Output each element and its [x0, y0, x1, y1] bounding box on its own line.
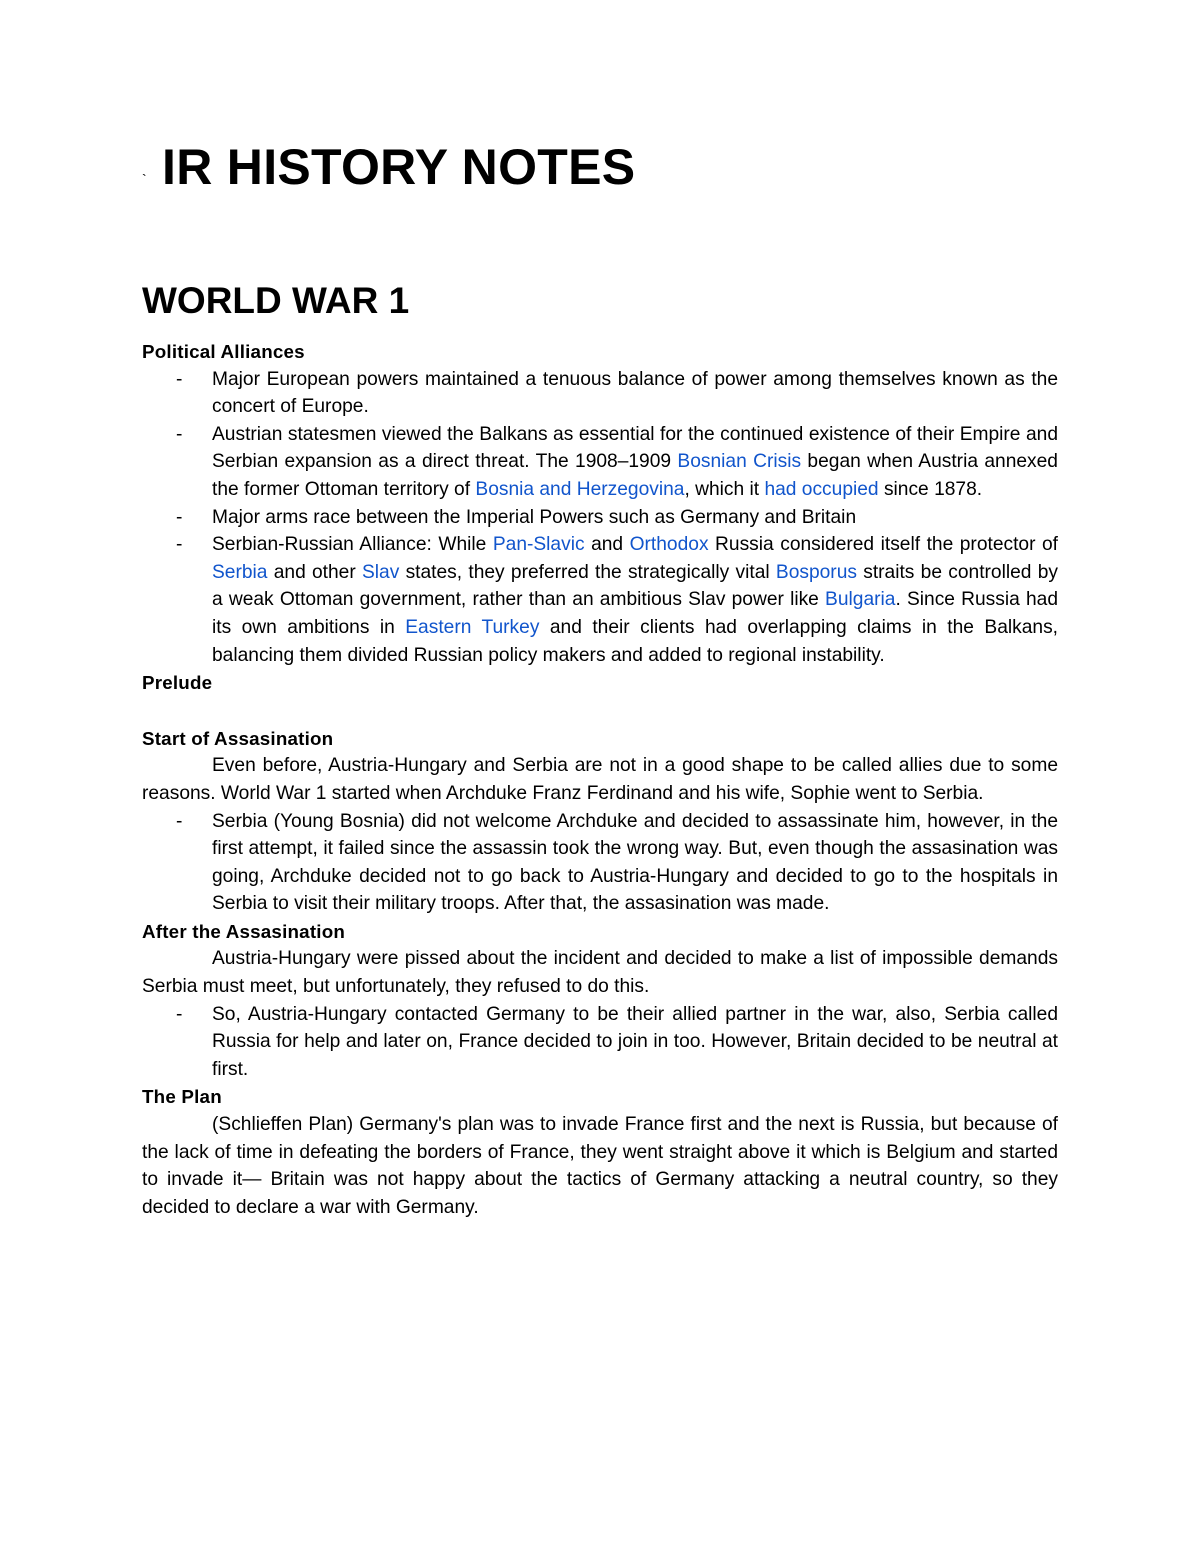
document-content: [142, 139, 1058, 1218]
link-serbia[interactable]: Serbia: [212, 561, 268, 583]
bullet-text: and other: [267, 561, 362, 583]
list-item: [142, 531, 1058, 669]
heading-after-the-assasination: After the Assasination: [142, 920, 346, 942]
bullet-text: Major arms race between the Imperial Powers such as Germany and Britain: [212, 506, 857, 528]
stray-tick-mark: `: [142, 171, 147, 187]
paragraph: Even before, Austria-Hungary and Serbia are not in a good shape to be called allies due to some reasons. World War 1 started when Archduke Franz Ferdinand and his wife, Sophie went to Serbia.: [142, 755, 1058, 804]
bullet-text: and: [584, 534, 630, 556]
bullet-text: Russia considered itself the protector of: [708, 534, 1058, 556]
title-row: [142, 139, 1058, 195]
section-title: WORLD WAR 1: [142, 280, 410, 321]
list-item: [142, 808, 1058, 918]
bullet-text: , which it: [684, 478, 765, 500]
link-bosnia-and-herzegovina[interactable]: Bosnia and Herzegovina: [475, 478, 685, 500]
bullet-text: states, they preferred the strategically vital: [399, 561, 776, 583]
bullet-text: Austrian statesmen viewed the Balkans as essential for the continued existence of their Empire and Serbian expansion as a direct threat. The 1908–1909: [212, 423, 1058, 473]
bullet-text: So, Austria-Hungary contacted Germany to be their allied partner in the war, also, Serbia called Russia for help and later on, France decided to join in too. However, Britain decided to be neutral at first.: [212, 1003, 1058, 1080]
list-item: [142, 421, 1058, 504]
link-orthodox[interactable]: Orthodox: [629, 534, 709, 556]
bullet-text: and their clients had overlapping claims in the Balkans, balancing them divided Russian policy makers and added to regional instability.: [212, 616, 1058, 666]
paragraph: Austria-Hungary were pissed about the incident and decided to make a list of impossible demands Serbia must meet, but unfortunately, they refused to do this.: [142, 948, 1058, 998]
heading-the-plan: The Plan: [142, 1086, 222, 1108]
link-had-occupied[interactable]: had occupied: [764, 478, 879, 500]
list-item: [142, 1001, 1058, 1084]
link-slav[interactable]: Slav: [362, 561, 400, 583]
political-alliances-list: [142, 366, 1058, 670]
after-the-assasination-list: [142, 1001, 1058, 1084]
bullet-text: Major European powers maintained a tenuous balance of power among themselves known as the concert of Europe.: [212, 368, 1058, 418]
paragraph: (Schlieffen Plan) Germany's plan was to invade France first and the next is Russia, but because of the lack of time in defeating the borders of France, they went straight above it which is Belgium and started to invade it— Britain was not happy about the tactics of Germany attacking a neutral country, so they decided to declare a war with Germany.: [142, 1114, 1058, 1218]
link-bosporus[interactable]: Bosporus: [775, 561, 857, 583]
heading-prelude: Prelude: [142, 672, 213, 694]
link-pan-slavic[interactable]: Pan-Slavic: [492, 534, 585, 556]
bullet-text: straits be controlled by a weak Ottoman government, rather than an ambitious Slav power like: [212, 561, 1058, 611]
bullet-text: Serbian-Russian Alliance: While: [212, 534, 493, 556]
list-item: [142, 366, 1058, 421]
link-bosnian-crisis[interactable]: Bosnian Crisis: [677, 451, 802, 473]
link-bulgaria[interactable]: Bulgaria: [825, 589, 896, 611]
start-of-assasination-list: [142, 808, 1058, 918]
list-item: [142, 504, 1058, 532]
heading-start-of-assasination: Start of Assasination: [142, 727, 334, 749]
document-body: [142, 338, 1058, 1221]
heading-political-alliances: Political Alliances: [142, 341, 305, 362]
blank-line: [142, 697, 1058, 725]
bullet-text: Serbia (Young Bosnia) did not welcome Archduke and decided to assassinate him, however, in the first attempt, it failed since the assassin took the wrong way. But, even though the assasination was going, Archduke decided not to go back to Austria-Hungary and decided to go to the hospitals in Serbia to visit their military troops. After that, the assasination was made.: [212, 810, 1058, 915]
document-title: IR HISTORY NOTES: [162, 139, 636, 195]
link-eastern-turkey[interactable]: Eastern Turkey: [405, 616, 540, 638]
bullet-text: since 1878.: [878, 478, 983, 500]
bullet-text: . Since Russia had its own ambitions in: [212, 589, 1058, 638]
bullet-text: began when Austria annexed the former Ottoman territory of: [212, 451, 1058, 500]
